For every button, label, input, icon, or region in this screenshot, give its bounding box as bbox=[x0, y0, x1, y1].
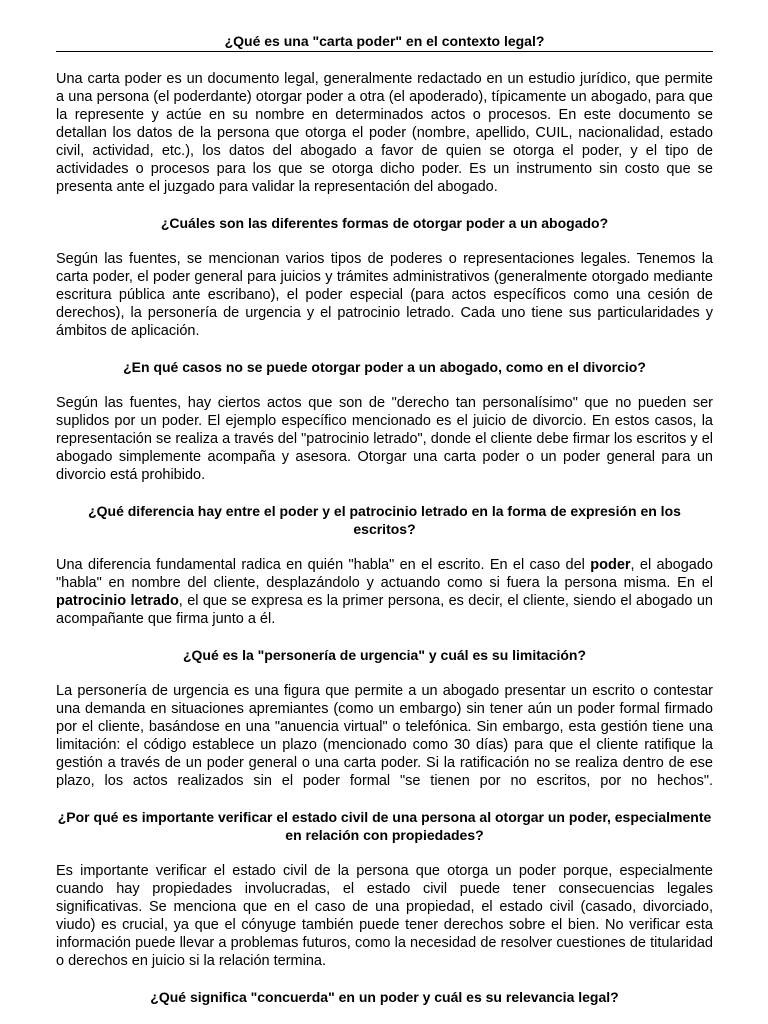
answer-formas-de-otorgar-poder: Según las fuentes, se mencionan varios tipos de poderes o representaciones legales. Tenemos la carta poder, el poder general para juicios y trámites administrativos (generalmente otorgado mediante escritura pública ante escribano), el poder especial (para actos específicos como una cesión de derechos), la personería de urgencia y el patrocinio letrado. Cada uno tiene sus particularidades y ámbitos de aplicación. bbox=[56, 251, 713, 339]
question-estado-civil: ¿Por qué es importante verificar el estado civil de una persona al otorgar un poder, especialmente en relación con propiedades? bbox=[57, 809, 712, 843]
question-formas-de-otorgar-poder: ¿Cuáles son las diferentes formas de otorgar poder a un abogado? bbox=[160, 215, 609, 231]
bold-term-poder: poder bbox=[590, 557, 631, 573]
answer-estado-civil: Es importante verificar el estado civil de la persona que otorga un poder porque, especialmente cuando hay propiedades involucradas, el estado civil puede tener consecuencias legales significativas. Se menciona que en el caso de una propiedad, el estado civil (casado, divorciado, viudo) es crucial, ya que el cónyuge también puede tener derechos sobre el bien. No verificar esta información puede llevar a problemas futuros, como la necesidad de resolver cuestiones de titularidad o derechos en juicio si la relación termina. bbox=[56, 863, 713, 969]
question-concuerda: ¿Qué significa "concuerda" en un poder y cuál es su relevancia legal? bbox=[150, 989, 619, 1005]
question-poder-vs-patrocinio: ¿Qué diferencia hay entre el poder y el patrocinio letrado en la forma de expresión en los escritos? bbox=[88, 503, 681, 537]
answer-casos-sin-poder: Según las fuentes, hay ciertos actos que son de "derecho tan personalísimo" que no pueden ser suplidos por un poder. El ejemplo específico mencionado es el juicio de divorcio. En estos casos, la representación se realiza a través del "patrocinio letrado", donde el cliente debe firmar los escritos y el abogado simplemente acompaña y asesora. Otorgar una carta poder o un poder general para un divorcio está prohibido. bbox=[56, 395, 713, 483]
answer-carta-poder: Una carta poder es un documento legal, generalmente redactado en un estudio jurídico, que permite a una persona (el poderdante) otorgar poder a otra (el apoderado), típicamente un abogado, para que la represente y actúe en su nombre en determinados actos o procesos. En este documento se detallan los datos de la persona que otorga el poder (nombre, apellido, CUIL, nacionalidad, estado civil, actividad, etc.), los datos del abogado a favor de quien se otorga el poder, y el tipo de actividades o procesos para los que se otorga dicho poder. Es un instrumento sin costo que se presenta ante el juzgado para validar la representación del abogado. bbox=[56, 71, 713, 195]
answer-personeria-de-urgencia: La personería de urgencia es una figura que permite a un abogado presentar un escrito o contestar una demanda en situaciones apremiantes (como un embargo) sin tener aún un poder formal firmado por el cliente, basándose en una "anuencia virtual" o telefónica. Sin embargo, esta gestión tiene una limitación: el código establece un plazo (mencionado como 30 días) para que el cliente ratifique la gestión a través de un poder general o una carta poder. Si la ratificación no se realiza dentro de ese plazo, los actos realizados sin el poder formal "se tienen por no escritos, por no hechos". bbox=[56, 683, 713, 789]
answer-text-segment: , el que se expresa es la primer persona, es decir, el cliente, siendo el abogado un acompañante que firma junto a él. bbox=[56, 593, 713, 627]
answer-poder-vs-patrocinio bbox=[56, 556, 713, 628]
question-casos-sin-poder: ¿En qué casos no se puede otorgar poder a un abogado, como en el divorcio? bbox=[123, 359, 646, 375]
question-personeria-de-urgencia: ¿Qué es la "personería de urgencia" y cuál es su limitación? bbox=[182, 647, 587, 663]
document-title: ¿Qué es una "carta poder" en el contexto legal? bbox=[56, 32, 713, 52]
answer-text-segment: , el abogado "habla" en nombre del cliente, desplazándolo y actuando como si fuera la persona misma. En el bbox=[56, 557, 714, 591]
bold-term-patrocinio-letrado: patrocinio letrado bbox=[56, 593, 179, 609]
answer-text-segment: Una diferencia fundamental radica en quién "habla" en el escrito. En el caso del bbox=[56, 557, 591, 573]
document-page bbox=[56, 32, 713, 1024]
